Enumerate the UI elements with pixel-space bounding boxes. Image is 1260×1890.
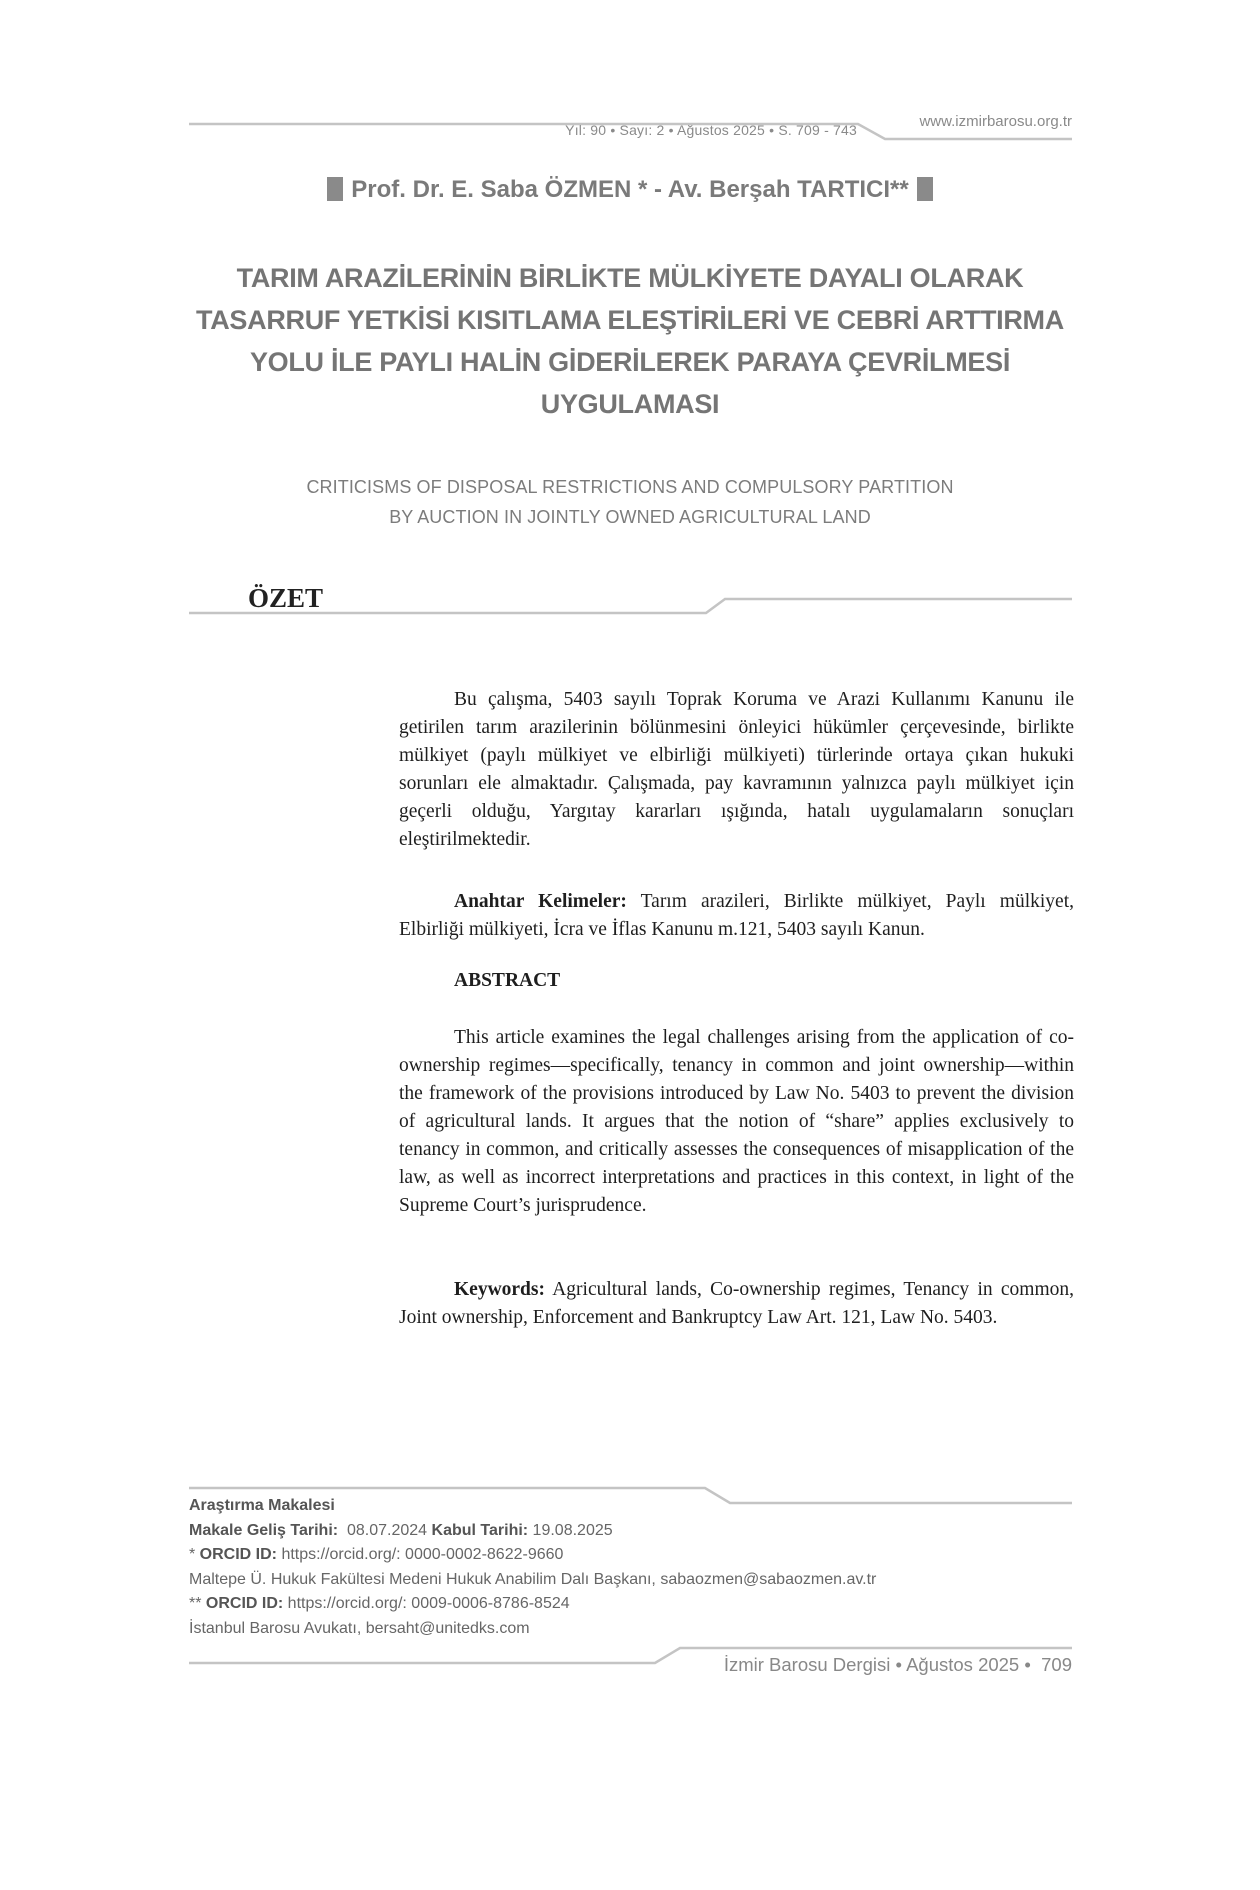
dates-line — [189, 1519, 876, 1544]
issue-info: Yıl: 90 • Sayı: 2 • Ağustos 2025 • S. 709 - 743 — [565, 122, 857, 138]
keywords-tr: Tarım arazileri, Birlikte mülkiyet, Paylı mülkiyet, Elbirliği mülkiyeti, İcra ve İflas Kanunu m.121, 5403 sayılı Kanun. — [399, 891, 1074, 940]
authors-text: Prof. Dr. E. Saba ÖZMEN * - Av. Berşah TARTICI** — [351, 176, 909, 203]
abstract-paragraph — [399, 1024, 1074, 1220]
ozet-text: Bu çalışma, 5403 sayılı Toprak Koruma ve Arazi Kullanımı Kanunu ile getirilen tarım arazilerinin bölünmesini önleyici hükümler çerçevesinde, birlikte mülkiyet (paylı mülkiyet ve elbirliği mülkiyeti) türlerinde ortaya çıkan hukuki sorunları ele almaktadır. Çalışmada, pay kavramının yalnızca paylı mülkiyet için geçerli olduğu, Yargıtay kararları ışığında, hatalı uygulamaların sonuçları eleştirilmektedir. — [399, 689, 1074, 850]
right-block-marker — [917, 177, 933, 201]
english-title — [180, 472, 1080, 532]
title-line: YOLU İLE PAYLI HALİN GİDERİLEREK PARAYA ÇEVRİLMESİ — [249, 347, 1011, 377]
title-line: TASARRUF YETKİSİ KISITLAMA ELEŞTİRİLERİ VE CEBRİ ARTTIRMA — [196, 305, 1064, 335]
subtitle-line: CRITICISMS OF DISPOSAL RESTRICTIONS AND COMPULSORY PARTITION — [306, 477, 954, 497]
abstract-text: This article examines the legal challenges arising from the application of co-ownership regimes—specifically, tenancy in common and joint ownership—within the framework of the provisions introduced by Law No. 5403 to prevent the division of agricultural lands. It argues that the notion of “share” applies exclusively to tenancy in common, and critically assesses the consequences of misapplication of the law, as well as incorrect interpretations and practices in this context, in light of the Supreme Court’s jurisprudence. — [399, 1027, 1074, 1216]
footer-journal-info: İzmir Barosu Dergisi • Ağustos 2025 • 709 — [723, 1654, 1072, 1675]
keywords-en: Agricultural lands, Co-ownership regimes, Tenancy in common, Joint ownership, Enforcement and Bankruptcy Law Art. 121, Law No. 5403. — [399, 1279, 1074, 1328]
author1-orcid-line — [189, 1543, 876, 1568]
title-line: UYGULAMASI — [540, 389, 720, 419]
authors-line — [0, 176, 1260, 204]
subtitle-line: BY AUCTION IN JOINTLY OWNED AGRICULTURAL LAND — [389, 507, 871, 527]
ozet-keywords — [399, 888, 1074, 944]
ozet-paragraph — [399, 686, 1074, 854]
author2-affiliation: İstanbul Barosu Avukatı, bersaht@unitedks.com — [189, 1619, 530, 1637]
title-line: TARIM ARAZİLERİNİN BİRLİKTE MÜLKİYETE DAYALI OLARAK — [236, 263, 1024, 293]
double-asterisk: ** — [189, 1595, 206, 1612]
website-link[interactable]: www.izmirbarosu.org.tr — [919, 113, 1072, 130]
author2-orcid-line — [189, 1592, 876, 1617]
abstract-keywords — [399, 1276, 1074, 1332]
accepted-label: Kabul Tarihi: — [431, 1521, 529, 1539]
keywords-label-tr: Anahtar Kelimeler: — [454, 891, 627, 912]
orcid-label: ORCID ID: — [199, 1546, 277, 1563]
article-title — [180, 257, 1080, 425]
ozet-heading: ÖZET — [248, 583, 324, 613]
received-label: Makale Geliş Tarihi: — [189, 1521, 339, 1539]
orcid-label: ORCID ID: — [205, 1595, 284, 1612]
article-type: Araştırma Makalesi — [189, 1497, 335, 1514]
abstract-heading: ABSTRACT — [454, 970, 561, 991]
author2-orcid-link[interactable]: https://orcid.org/: 0009-0006-8786-8524 — [283, 1595, 570, 1612]
author1-affiliation: Maltepe Ü. Hukuk Fakültesi Medeni Hukuk Anabilim Dalı Başkanı, sabaozmen@sabaozmen.av.tr — [189, 1570, 877, 1588]
keywords-label-en: Keywords: — [454, 1279, 545, 1300]
article-meta — [189, 1494, 876, 1641]
left-block-marker — [327, 177, 343, 201]
accepted-date: 19.08.2025 — [528, 1521, 613, 1539]
asterisk: * — [189, 1546, 200, 1563]
received-date: 08.07.2024 — [338, 1521, 432, 1539]
author1-orcid-link[interactable]: https://orcid.org/: 0000-0002-8622-9660 — [277, 1546, 564, 1563]
